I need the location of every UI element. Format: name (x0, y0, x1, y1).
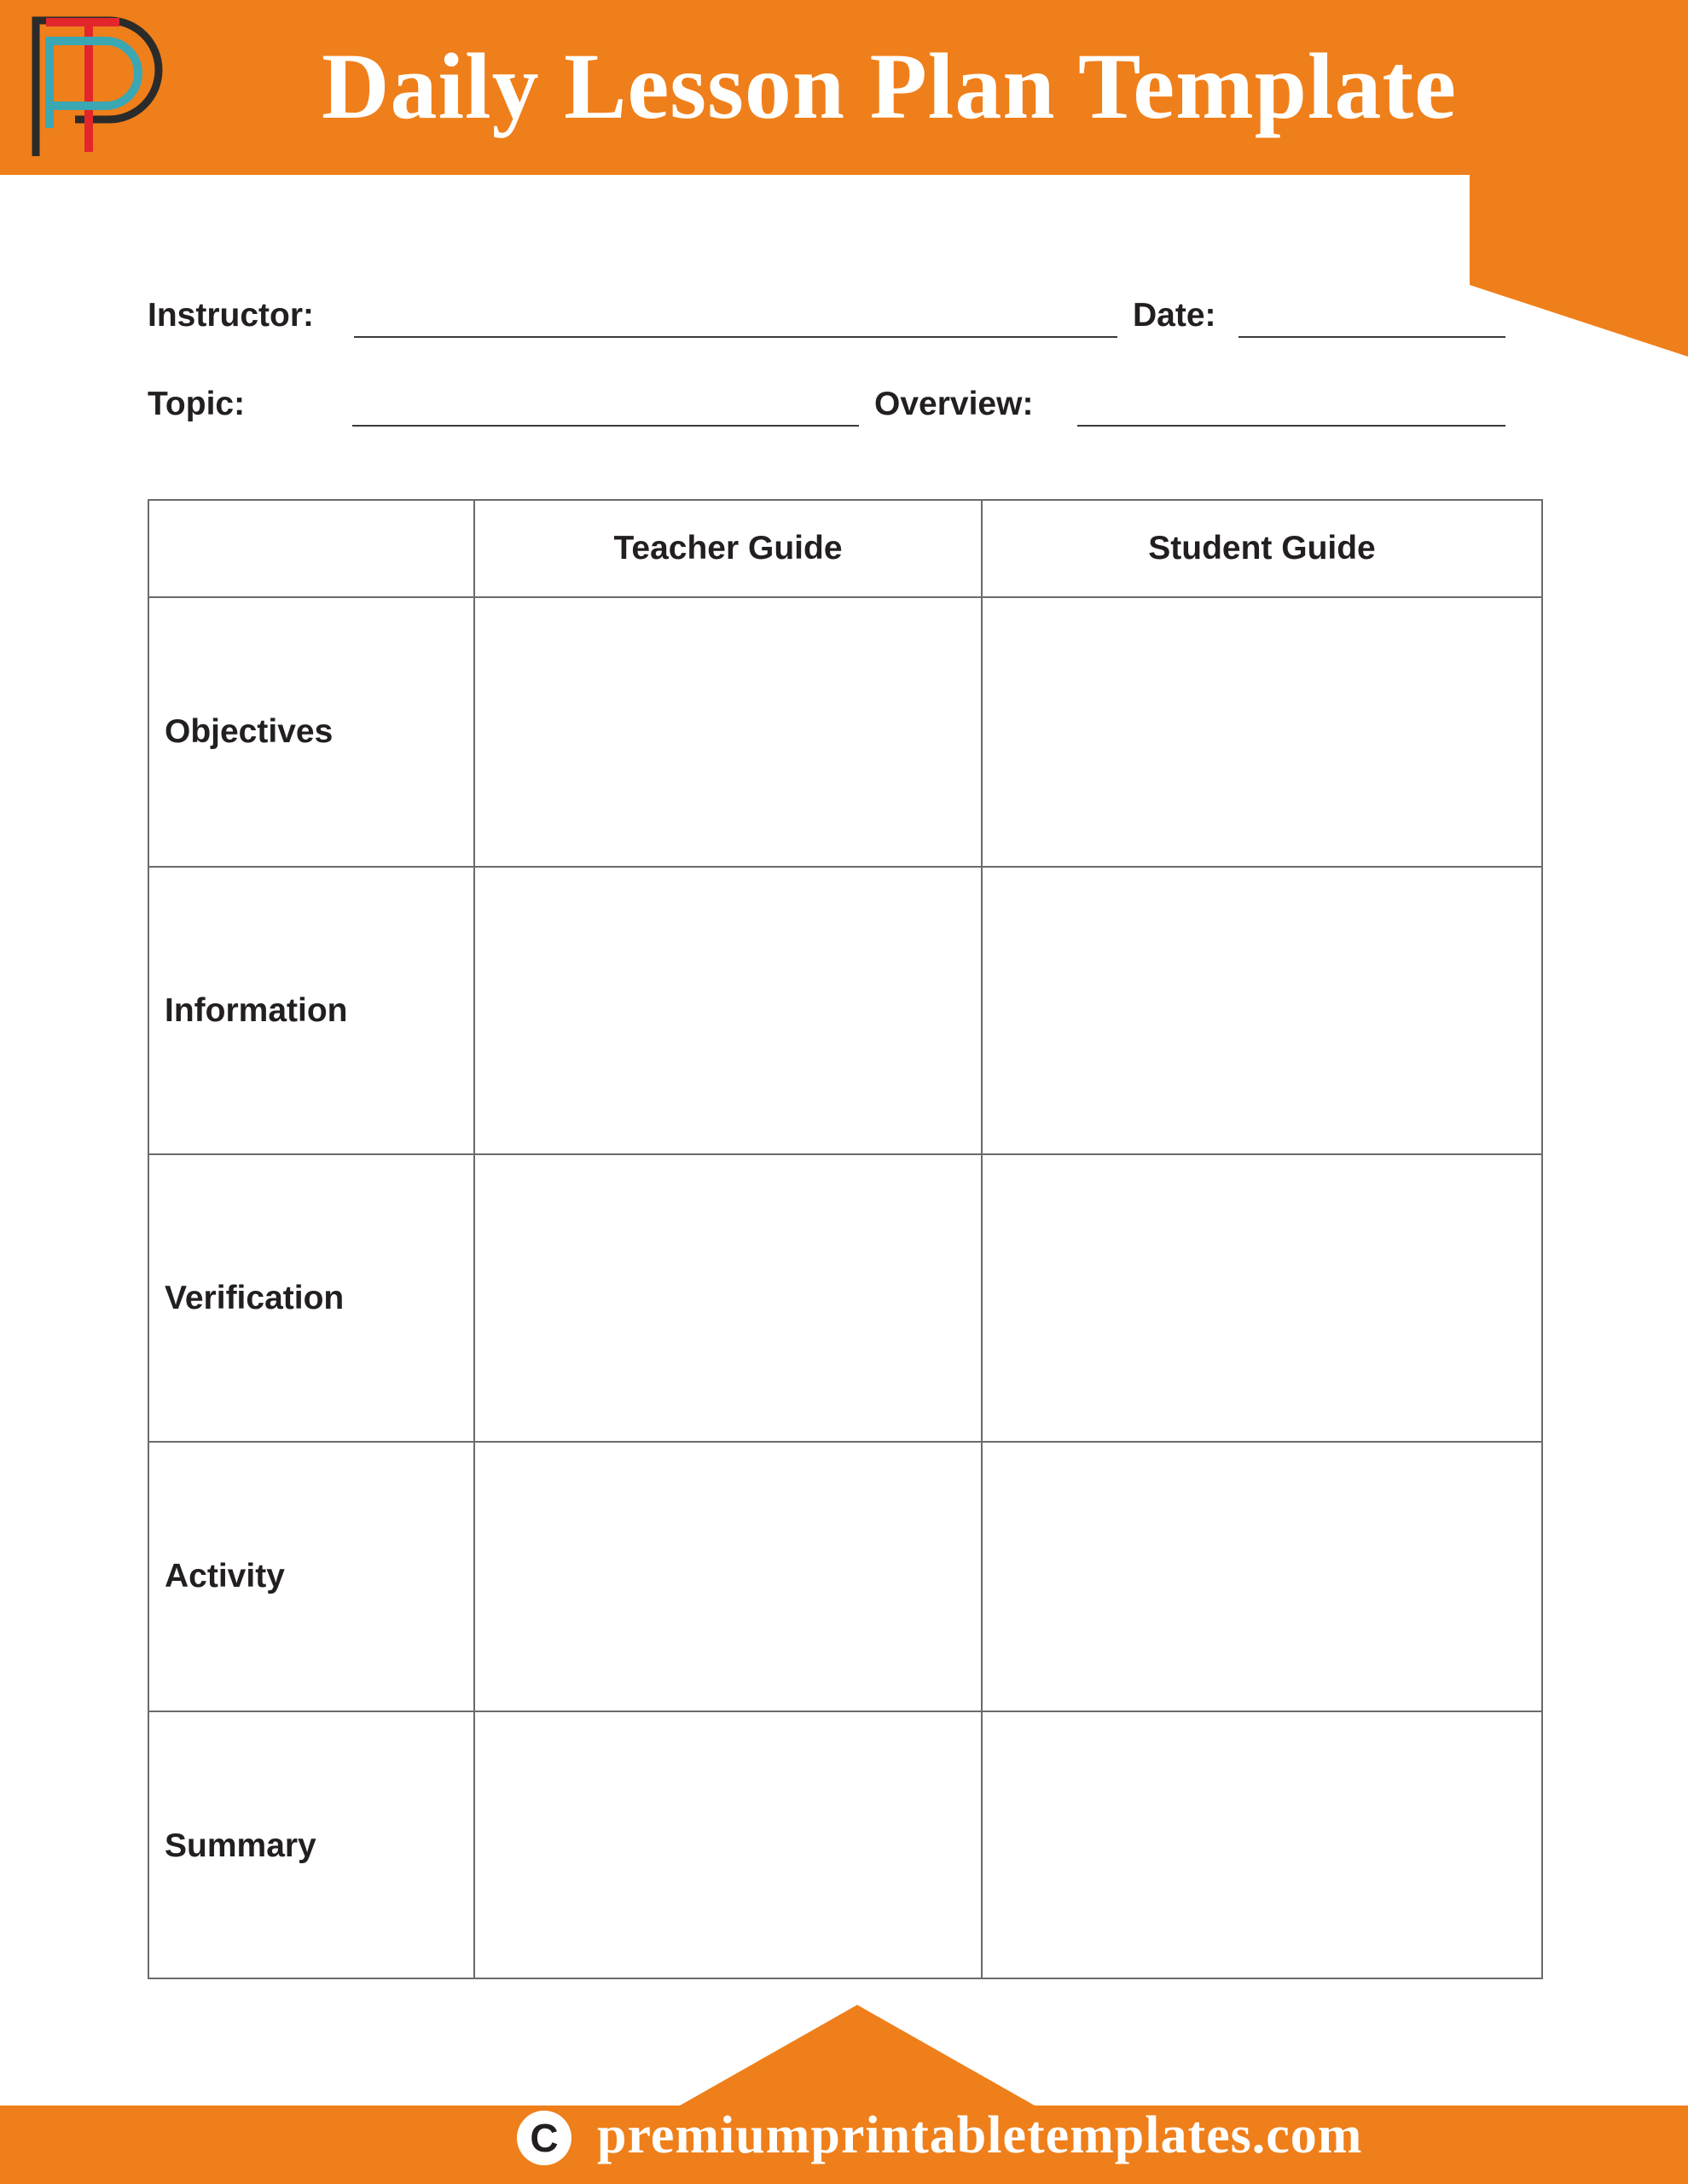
date-input-line[interactable] (1238, 336, 1505, 338)
date-label: Date: (1133, 297, 1216, 334)
student-objectives-cell[interactable] (983, 598, 1541, 866)
student-activity-cell[interactable] (983, 1443, 1541, 1711)
teacher-information-cell[interactable] (475, 868, 981, 1153)
row-label-objectives: Objectives (165, 713, 334, 750)
student-information-cell[interactable] (983, 868, 1541, 1153)
column-header-teacher-guide: Teacher Guide (613, 530, 843, 566)
overview-label: Overview: (874, 386, 1034, 422)
copyright-icon: C (517, 2111, 571, 2165)
lesson-plan-table (148, 499, 1543, 1979)
teacher-activity-cell[interactable] (475, 1443, 981, 1711)
row-label-summary: Summary (165, 1827, 316, 1864)
teacher-summary-cell[interactable] (475, 1712, 981, 1979)
topic-input-line[interactable] (352, 425, 859, 427)
topic-label: Topic: (148, 386, 246, 422)
column-header-blank (149, 501, 473, 596)
row-label-activity: Activity (165, 1558, 285, 1594)
instructor-label: Instructor: (148, 297, 314, 334)
page-title: Daily Lesson Plan Template (322, 34, 1457, 138)
student-summary-cell[interactable] (983, 1712, 1541, 1979)
teacher-objectives-cell[interactable] (475, 598, 981, 866)
overview-input-line[interactable] (1077, 425, 1505, 427)
website-link[interactable]: premiumprintabletemplates.com (597, 2106, 1363, 2164)
teacher-verification-cell[interactable] (475, 1155, 981, 1441)
student-verification-cell[interactable] (983, 1155, 1541, 1441)
instructor-input-line[interactable] (354, 336, 1117, 338)
row-label-information: Information (165, 991, 348, 1029)
ppt-logo-icon (31, 15, 176, 160)
row-label-verification: Verification (165, 1279, 345, 1316)
column-header-student-guide: Student Guide (1148, 530, 1376, 566)
